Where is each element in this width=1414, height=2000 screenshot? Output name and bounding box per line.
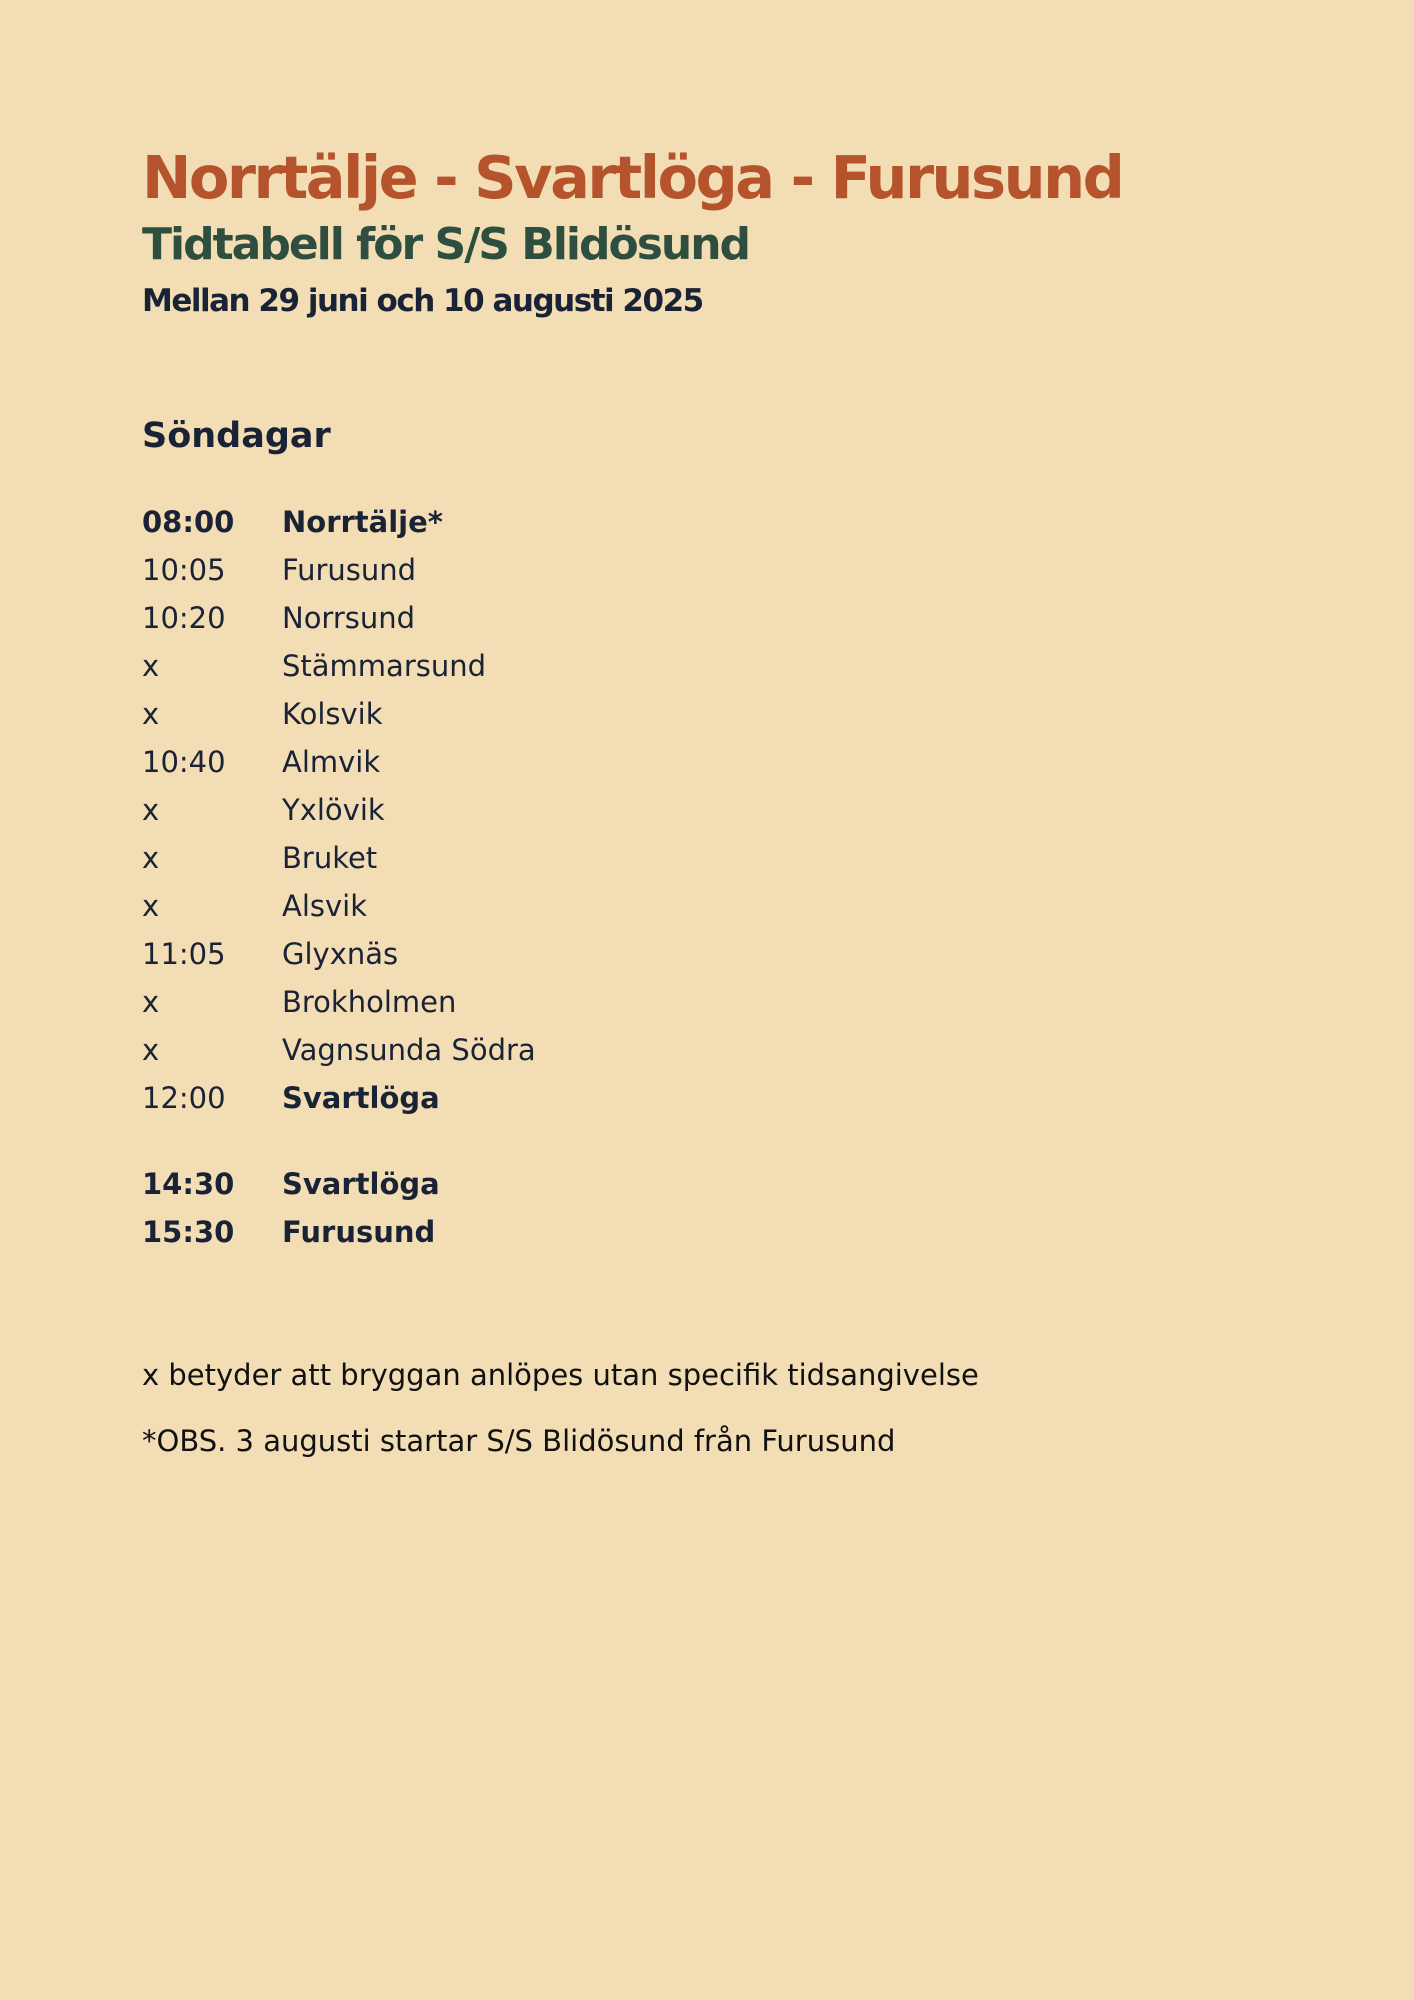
schedule-row bbox=[142, 690, 842, 738]
schedule-row bbox=[142, 930, 842, 978]
schedule-row bbox=[142, 882, 842, 930]
stop-name: Furusund bbox=[282, 1215, 436, 1249]
schedule-row bbox=[142, 1026, 842, 1074]
departure-time: 15:30 bbox=[142, 1215, 235, 1249]
stop-name: Svartlöga bbox=[282, 1081, 440, 1115]
departure-time: x bbox=[142, 841, 160, 875]
departure-time: 12:00 bbox=[142, 1081, 226, 1115]
schedule-row bbox=[142, 834, 842, 882]
stop-name: Vagnsunda Södra bbox=[282, 1033, 536, 1067]
departure-time: x bbox=[142, 793, 160, 827]
schedule-return bbox=[142, 1160, 842, 1256]
stop-name: Alsvik bbox=[282, 889, 368, 923]
schedule-row bbox=[142, 1160, 842, 1208]
stop-name: Kolsvik bbox=[282, 697, 383, 731]
schedule-row bbox=[142, 978, 842, 1026]
stop-name: Brokholmen bbox=[282, 985, 457, 1019]
stop-name: Norrsund bbox=[282, 601, 416, 635]
stop-name: Almvik bbox=[282, 745, 381, 779]
schedule-row bbox=[142, 498, 842, 546]
departure-time: 10:05 bbox=[142, 553, 226, 587]
x-legend-note: x betyder att bryggan anlöpes utan specifik tidsangivelse bbox=[142, 1358, 979, 1392]
departure-time: 11:05 bbox=[142, 937, 226, 971]
stop-name: Svartlöga bbox=[282, 1167, 440, 1201]
schedule-row bbox=[142, 642, 842, 690]
schedule-row bbox=[142, 594, 842, 642]
schedule-row bbox=[142, 738, 842, 786]
section-title: Söndagar bbox=[142, 416, 331, 456]
departure-time: 10:20 bbox=[142, 601, 226, 635]
departure-time: x bbox=[142, 985, 160, 1019]
departure-time: 08:00 bbox=[142, 505, 235, 539]
stop-name: Glyxnäs bbox=[282, 937, 399, 971]
departure-time: x bbox=[142, 889, 160, 923]
stop-name: Bruket bbox=[282, 841, 378, 875]
obs-note: *OBS. 3 augusti startar S/S Blidösund från Furusund bbox=[142, 1424, 896, 1458]
stop-name: Furusund bbox=[282, 553, 417, 587]
stop-name: Stämmarsund bbox=[282, 649, 487, 683]
schedule-outbound bbox=[142, 498, 842, 1122]
schedule-row bbox=[142, 786, 842, 834]
departure-time: x bbox=[142, 649, 160, 683]
page-title: Norrtälje - Svartlöga - Furusund bbox=[142, 143, 1123, 212]
departure-time: x bbox=[142, 1033, 160, 1067]
stop-name: Yxlövik bbox=[282, 793, 385, 827]
schedule-row bbox=[142, 1074, 842, 1122]
schedule-row bbox=[142, 546, 842, 594]
date-range: Mellan 29 juni och 10 augusti 2025 bbox=[142, 283, 703, 319]
stop-name: Norrtälje* bbox=[282, 505, 443, 539]
schedule-row bbox=[142, 1208, 842, 1256]
departure-time: 10:40 bbox=[142, 745, 226, 779]
departure-time: 14:30 bbox=[142, 1167, 235, 1201]
departure-time: x bbox=[142, 697, 160, 731]
page-subtitle: Tidtabell för S/S Blidösund bbox=[142, 219, 750, 270]
